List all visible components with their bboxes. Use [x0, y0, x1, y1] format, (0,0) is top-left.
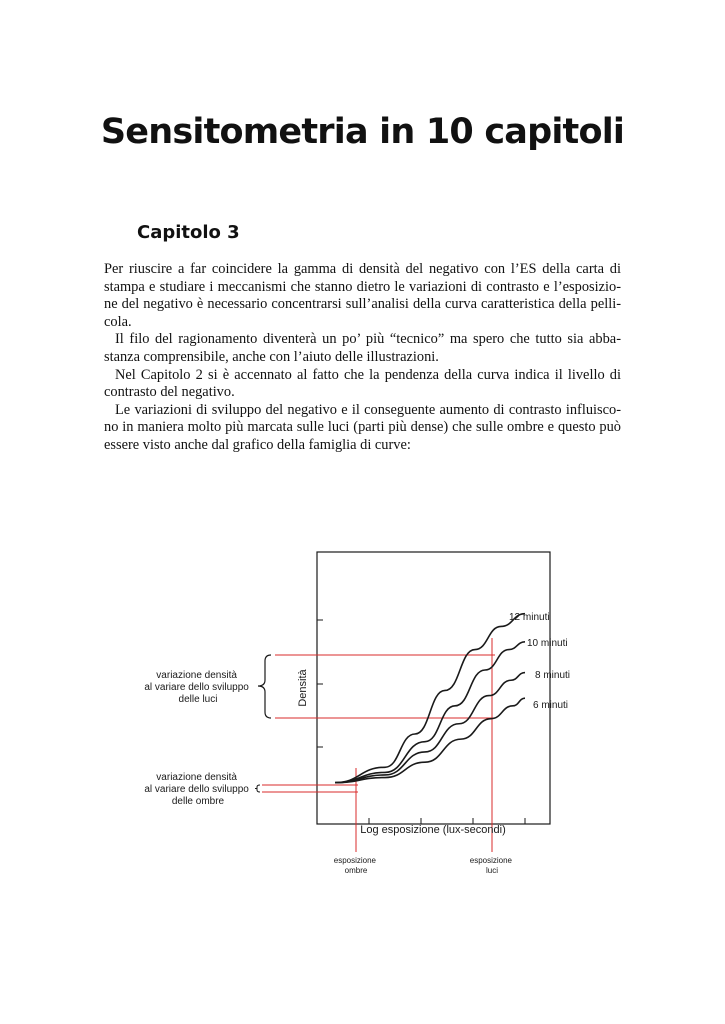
curves	[335, 614, 525, 783]
exposure-shadows-label: esposizione ombre	[333, 856, 377, 875]
page-title: Sensitometria in 10 capitoli	[100, 112, 625, 152]
shadows-bracket	[255, 785, 260, 792]
paragraph-1: Per riuscire a far coincidere la gamma di densità del negativo con l’ES della carta di stampa e studiare i meccanismi che stanno dietro le variazioni di contrasto e l’esposizione del negativo è necessario concentrarsi sull’analisi della curva caratteristica della pellicola.	[104, 261, 621, 330]
curve-label-6: 6 minuti	[533, 700, 569, 711]
y-axis-label: Densità	[297, 669, 309, 707]
paragraph-4: Le variazioni di sviluppo del negativo e il conseguente aumento di contrasto influiscono in maniera molto più marcata sulle luci (parti più dense) che sulle ombre e questo può essere visto anche dal grafico della famiglia di curve:	[104, 401, 621, 453]
body-text	[104, 261, 621, 455]
curve-label-10: 10 minuti	[527, 638, 568, 649]
curve-label-12: 12 minuti	[509, 612, 550, 623]
x-axis-label: Log esposizione (lux-secondi)	[360, 824, 506, 836]
paragraph-2: Il filo del ragionamento diventerà un po’ più “tecnico” ma spero che tutto sia abbastanza comprensibile, anche con l’aiuto delle illustrazioni.	[104, 331, 621, 365]
exposure-highlights-label: esposizione luci	[469, 856, 513, 875]
paragraph-3: Nel Capitolo 2 si è accennato al fatto che la pendenza della curva indica il livello di contrasto del negativo.	[104, 366, 621, 401]
curve-12-minuti	[335, 614, 525, 783]
y-ticks	[317, 620, 323, 747]
curve-label-8: 8 minuti	[535, 670, 571, 681]
plot-frame	[317, 552, 550, 824]
highlights-label: variazione densità al variare dello sviluppo delle luci	[144, 670, 249, 705]
shadows-label: variazione densità al variare dello sviluppo delle ombre	[144, 772, 249, 807]
characteristic-curve-figure	[0, 540, 725, 900]
curve-8-minuti	[335, 673, 525, 783]
highlights-bracket	[258, 655, 271, 718]
chapter-heading: Capitolo 3	[137, 222, 240, 243]
